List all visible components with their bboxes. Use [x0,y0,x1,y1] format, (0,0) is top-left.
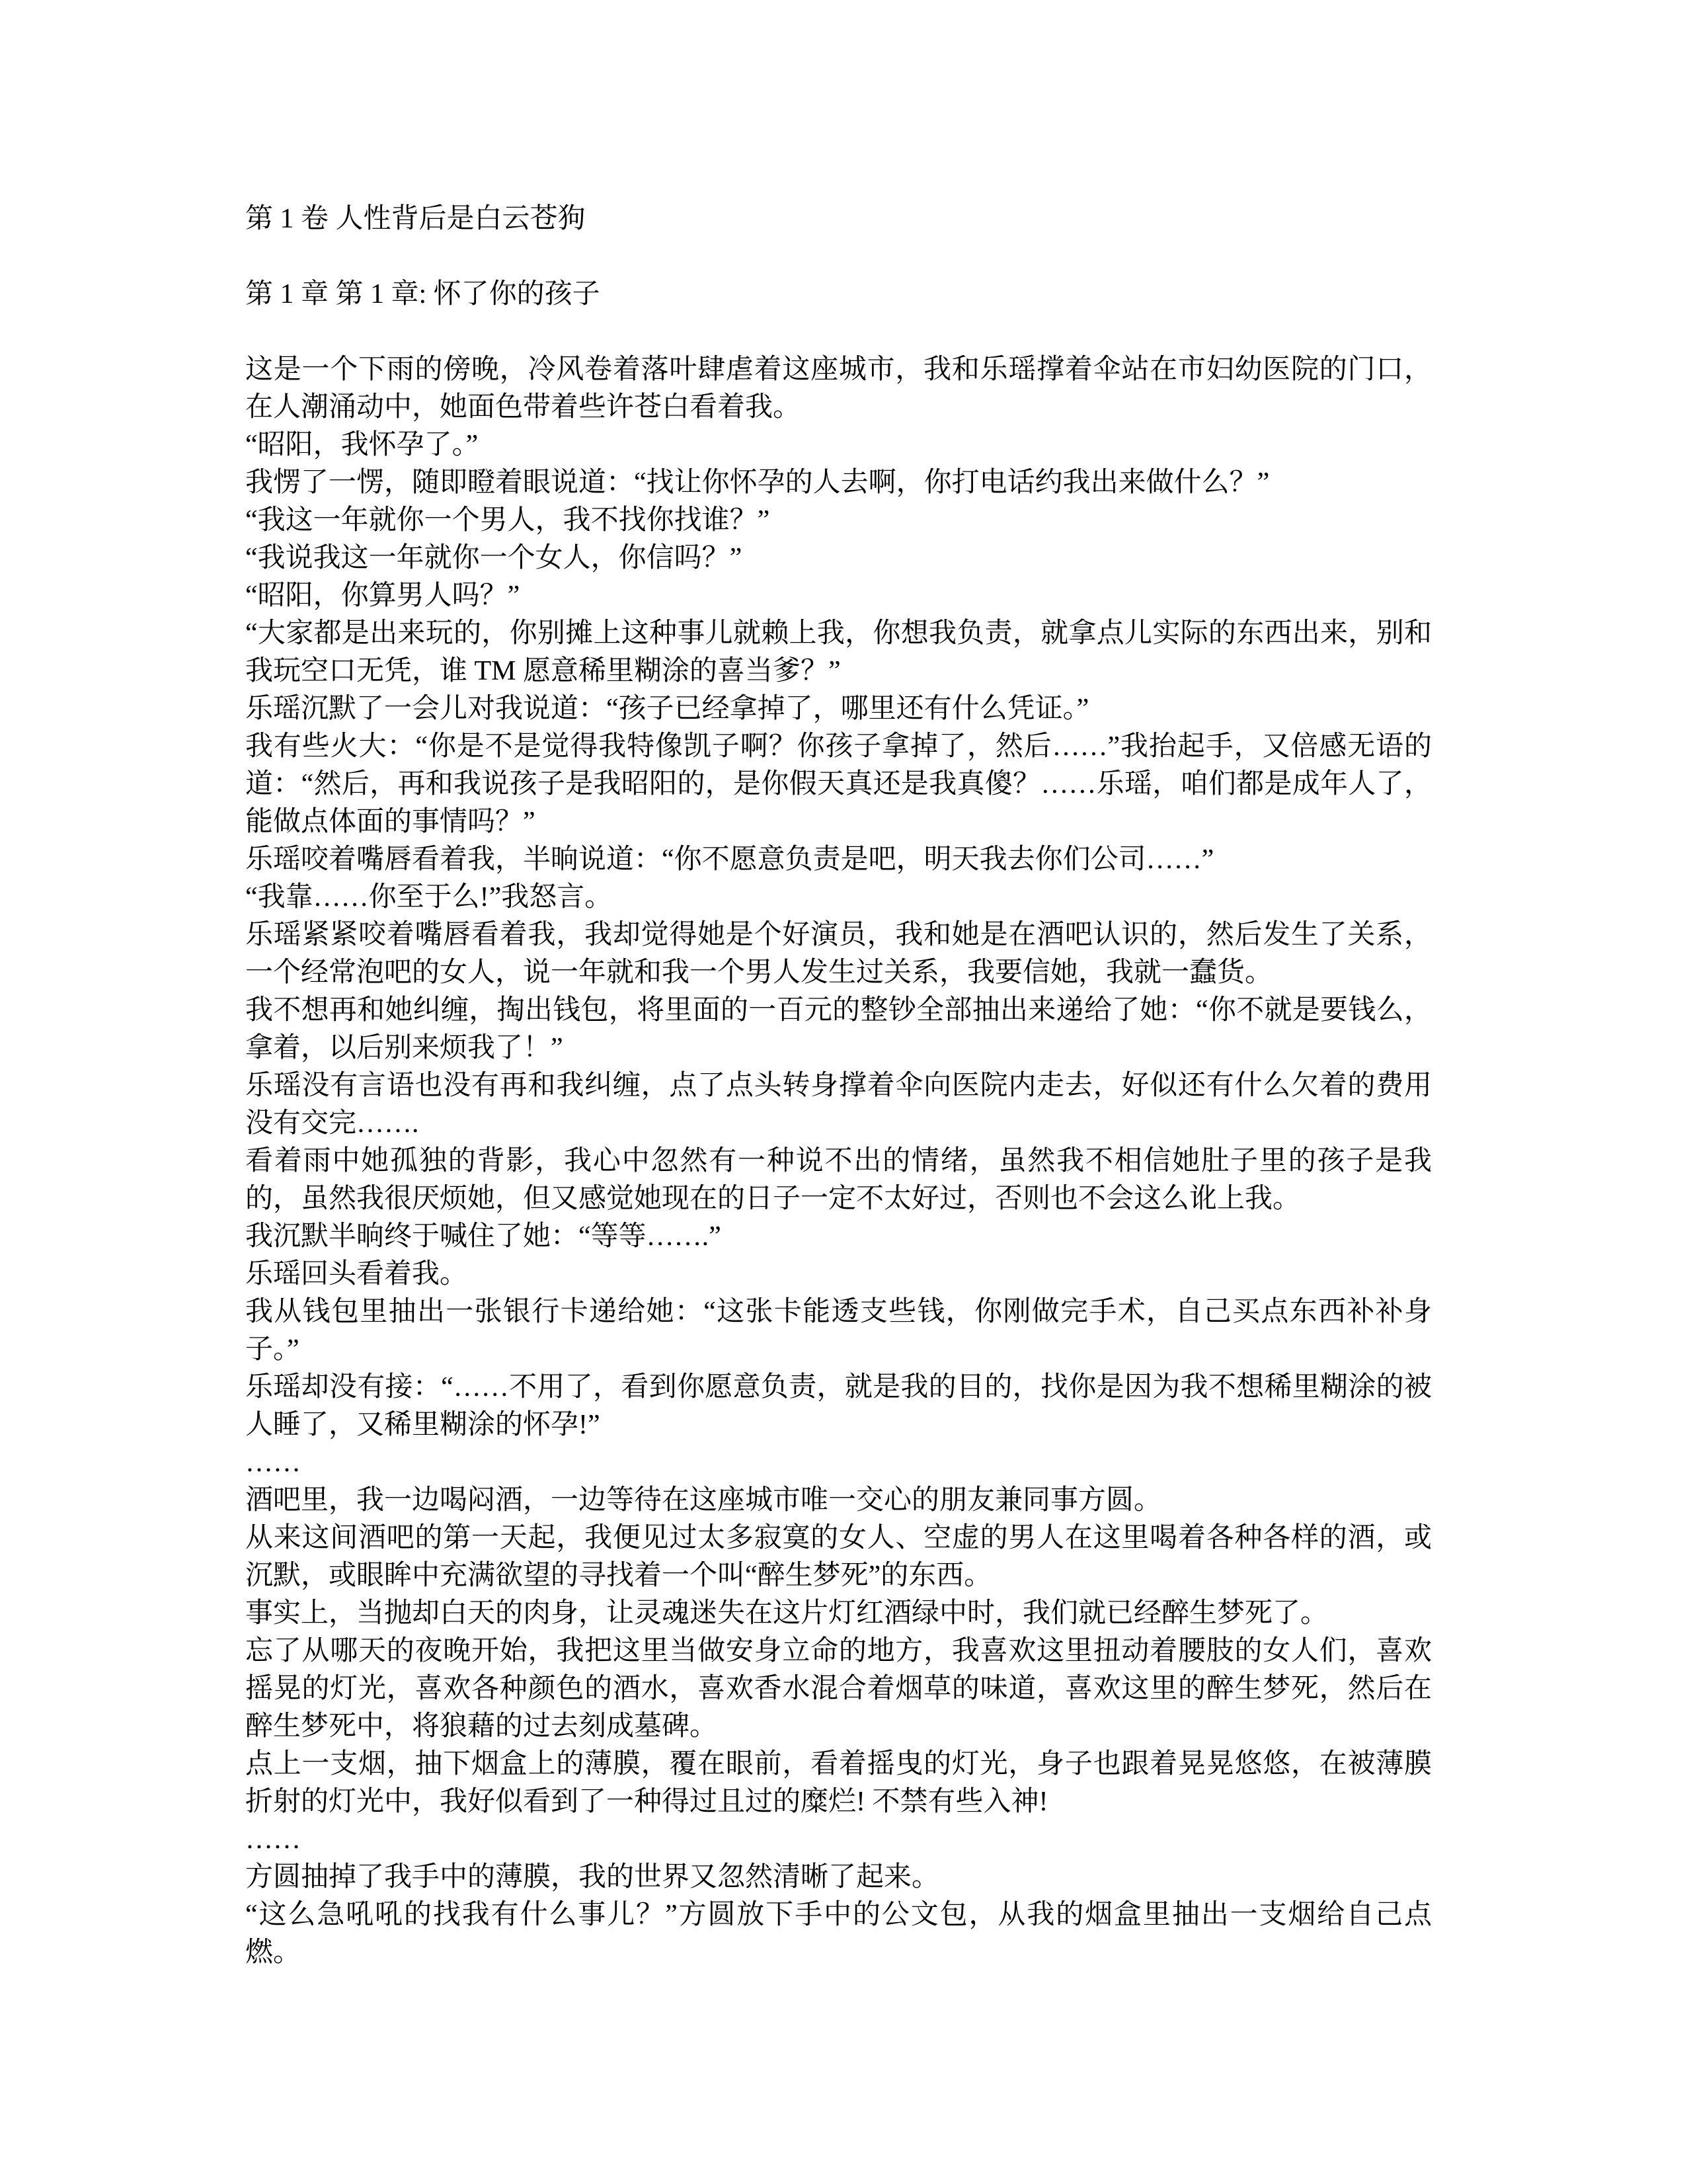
paragraph: 酒吧里，我一边喝闷酒，一边等待在这座城市唯一交心的朋友兼同事方圆。 [245,1485,1162,1516]
paragraph: 我不想再和她纠缠，掏出钱包，将里面的一百元的整钞全部抽出来递给了她：“你不就是要钱么，拿着，以后别来烦我了！” [245,995,1432,1063]
paragraph: 我愣了一愣，随即瞪着眼说道：“找让你怀孕的人去啊，你打电话约我出来做什么？” [245,467,1270,498]
paragraph: 从来这间酒吧的第一天起，我便见过太多寂寞的女人、空虚的男人在这里喝着各种各样的酒，或沉默，或眼眸中充满欲望的寻找着一个叫“醉生梦死”的东西。 [245,1523,1432,1591]
paragraph: …… [245,1824,301,1855]
paragraph: 乐瑶沉默了一会儿对我说道：“孩子已经拿掉了，哪里还有什么凭证。” [245,694,1089,724]
paragraph: 方圆抽掉了我手中的薄膜，我的世界又忽然清晰了起来。 [245,1862,940,1892]
paragraph: 这是一个下雨的傍晚，冷风卷着落叶肆虐着这座城市，我和乐瑶撑着伞站在市妇幼医院的门口，在人潮涌动中，她面色带着些许苍白看着我。 [245,354,1432,423]
paragraph: “我这一年就你一个男人，我不找你找谁？” [245,505,770,536]
paragraph: 乐瑶却没有接：“……不用了，看到你愿意负责，就是我的目的，找你是因为我不想稀里糊涂的被人睡了，又稀里糊涂的怀孕!” [245,1372,1432,1440]
paragraph: …… [245,1447,301,1478]
paragraph: 点上一支烟，抽下烟盒上的薄膜，覆在眼前，看着摇曳的灯光，身子也跟着晃晃悠悠，在被薄膜折射的灯光中，我好似看到了一种得过且过的糜烂! 不禁有些入神! [245,1749,1432,1817]
text-block [245,200,1432,1972]
body-text [245,351,1432,1972]
paragraph: 看着雨中她孤独的背影，我心中忽然有一种说不出的情绪，虽然我不相信她肚子里的孩子是我的，虽然我很厌烦她，但又感觉她现在的日子一定不太好过，否则也不会这么讹上我。 [245,1146,1432,1214]
volume-title: 第 1 卷 人性背后是白云苍狗 [245,204,586,234]
paragraph: “昭阳，你算男人吗？” [245,581,520,611]
paragraph: “我说我这一年就你一个女人，你信吗？” [245,543,742,573]
paragraph: 事实上，当抛却白天的肉身，让灵魂迷失在这片灯红酒绿中时，我们就已经醉生梦死了。 [245,1598,1329,1629]
paragraph: 乐瑶没有言语也没有再和我纠缠，点了点头转身撑着伞向医院内走去，好似还有什么欠着的费用没有交完……. [245,1071,1432,1139]
paragraph: “这么急吼吼的找我有什么事儿？”方圆放下手中的公文包，从我的烟盒里抽出一支烟给自己点燃。 [245,1900,1432,1968]
paragraph: 忘了从哪天的夜晚开始，我把这里当做安身立命的地方，我喜欢这里扭动着腰肢的女人们，喜欢摇晃的灯光，喜欢各种颜色的酒水，喜欢香水混合着烟草的味道，喜欢这里的醉生梦死，然后在醉生梦死中，将狼藉的过去刻成墓碑。 [245,1636,1432,1742]
paragraph: 我沉默半晌终于喊住了她：“等等…….” [245,1221,721,1252]
paragraph: 乐瑶紧紧咬着嘴唇看着我，我却觉得她是个好演员，我和她是在酒吧认识的，然后发生了关系，一个经常泡吧的女人，说一年就和我一个男人发生过关系，我要信她，我就一蠢货。 [245,920,1432,988]
paragraph: “昭阳，我怀孕了。” [245,430,479,460]
paragraph: “大家都是出来玩的，你别摊上这种事儿就赖上我，你想我负责，就拿点儿实际的东西出来，别和我玩空口无凭，谁 TM 愿意稀里糊涂的喜当爹？” [245,618,1432,686]
chapter-title: 第 1 章 第 1 章: 怀了你的孩子 [245,279,600,309]
paragraph: 我有些火大：“你是不是觉得我特像凯子啊？你孩子拿掉了，然后……”我抬起手，又倍感无语的道：“然后，再和我说孩子是我昭阳的，是你假天真还是我真傻？……乐瑶，咱们都是成年人了，能做点体面的事情吗？” [245,731,1432,837]
paragraph: 乐瑶咬着嘴唇看着我，半晌说道：“你不愿意负责是吧，明天我去你们公司……” [245,844,1214,875]
paragraph: 乐瑶回头看着我。 [245,1259,468,1289]
paragraph: “我靠……你至于么!”我怒言。 [245,882,613,912]
paragraph: 我从钱包里抽出一张银行卡递给她：“这张卡能透支些钱，你刚做完手术，自己买点东西补补身子。” [245,1297,1432,1365]
